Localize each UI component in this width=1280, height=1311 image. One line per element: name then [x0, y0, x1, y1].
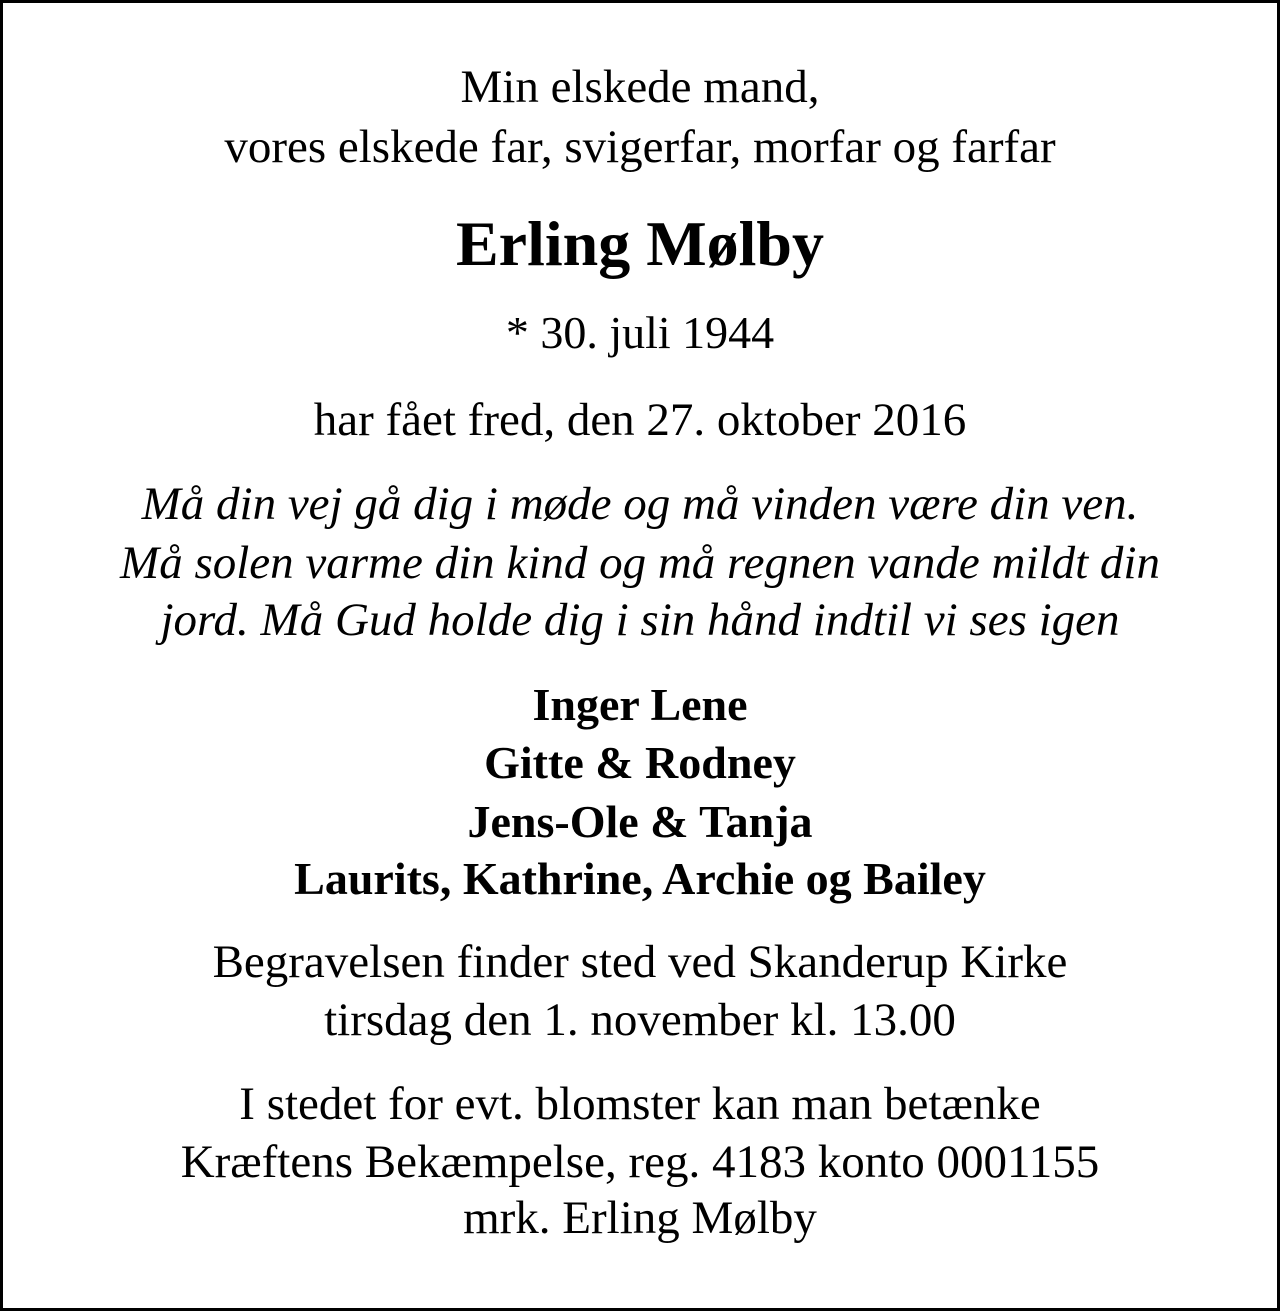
donation-line-2: Kræftens Bekæmpelse, reg. 4183 konto 0001155 — [180, 1136, 1100, 1188]
donation-line-3: mrk. Erling Mølby — [463, 1192, 817, 1244]
verse-line-2: Må solen varme din kind og må regnen vande mildt din — [120, 537, 1160, 589]
deceased-name: Erling Mølby — [455, 208, 825, 279]
family-line-3: Jens-Ole & Tanja — [467, 796, 813, 847]
family-line-4: Laurits, Kathrine, Archie og Bailey — [294, 853, 986, 904]
verse-line-3: jord. Må Gud holde dig i sin hånd indtil vi ses igen — [160, 594, 1120, 646]
funeral-line-2: tirsdag den 1. november kl. 13.00 — [324, 994, 956, 1046]
family-line-2: Gitte & Rodney — [484, 737, 796, 788]
birth-date: * 30. juli 1944 — [505, 307, 775, 358]
intro-line-1: Min elskede mand, — [460, 61, 820, 113]
family-line-1: Inger Lene — [532, 679, 748, 730]
verse-line-1: Må din vej gå dig i møde og må vinden være din ven. — [141, 478, 1139, 530]
donation-line-1: I stedet for evt. blomster kan man betænke — [239, 1078, 1041, 1130]
intro-line-2: vores elskede far, svigerfar, morfar og farfar — [224, 121, 1056, 173]
funeral-line-1: Begravelsen finder sted ved Skanderup Kirke — [212, 936, 1068, 988]
death-date: har fået fred, den 27. oktober 2016 — [313, 394, 967, 446]
